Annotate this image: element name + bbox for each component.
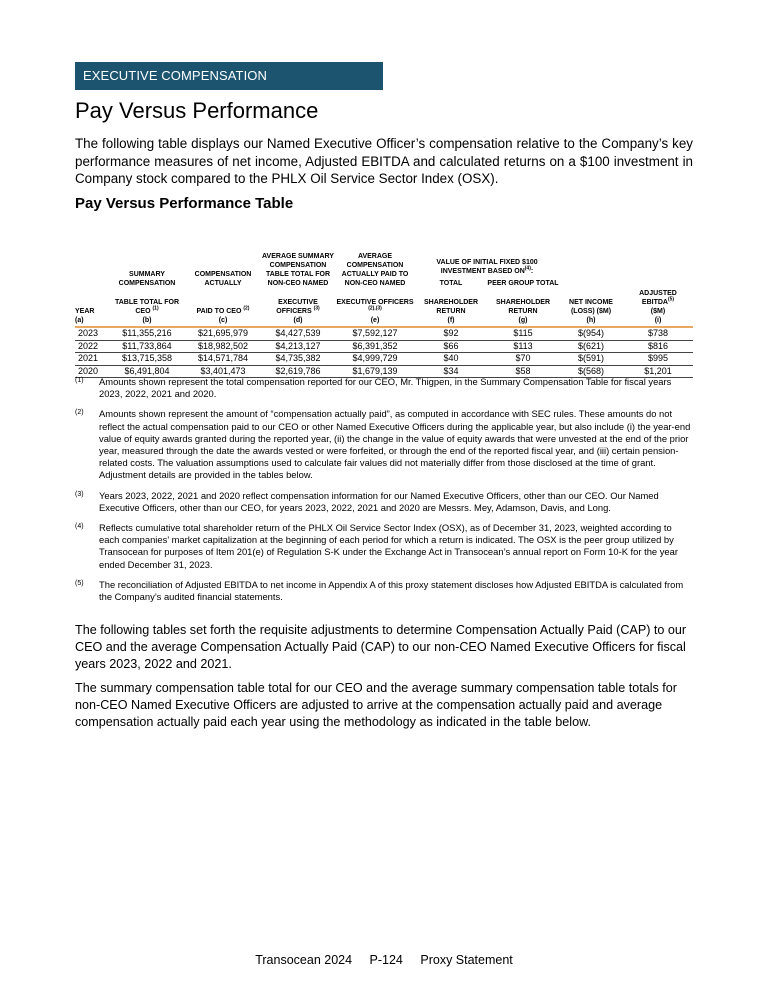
header-col-f-top: TOTAL xyxy=(439,280,463,287)
pay-versus-performance-table xyxy=(75,228,693,378)
header-col-g-top: PEER GROUP TOTAL xyxy=(487,280,559,287)
footnote: (3) Years 2023, 2022, 2021 and 2020 reflect compensation information for our Named Executive Officers, other than our CEO. Our Named Executive Officers, other than our CEO, for years 2023, 2022, 2021 and 2020 are Messrs. Mey, Adamson, Davis, and Long. xyxy=(75,489,659,513)
header-year: YEAR xyxy=(75,308,95,315)
footnote: (5) The reconciliation of Adjusted EBITDA to net income in Appendix A of this proxy statement discloses how Adjusted EBITDA is calculated from the Company’s audited financial statements. xyxy=(75,578,684,603)
adjustments-paragraph: The following tables set forth the requisite adjustments to determine Compensation Actually Paid (CAP) to our CEO and the average Compensation Actually Paid (CAP) to our non-CEO Named Executive Officers for fiscal years 2023, 2022 and 2021. xyxy=(75,623,687,671)
footnote: (1) Amounts shown represent the total compensation reported for our CEO, Mr. Thigpen, in the Summary Compensation Table for fiscal years 2023, 2022, 2021 and 2020. xyxy=(75,376,672,400)
header-col-c-top: COMPENSATION ACTUALLY xyxy=(194,271,252,287)
section-banner: EXECUTIVE COMPENSATION xyxy=(75,62,383,90)
footer-page-number: P-124 xyxy=(369,953,403,967)
header-col-e-sub: EXECUTIVE OFFICERS $^{(2),(3)}$ xyxy=(336,299,414,312)
table-row: 2022 $11,733,864 $18,982,502 $4,213,127 $6,391,352 $66 $113 $(621) $816 xyxy=(75,340,693,353)
header-col-h-sub: NET INCOME (LOSS) ($M) xyxy=(569,299,613,315)
header-col-i-sub: ADJUSTED EBITDA$^{(5)}$ ($M) xyxy=(639,290,677,315)
footer-company: Transocean 2024 xyxy=(255,953,353,967)
footer-document: Proxy Statement xyxy=(420,953,513,967)
table-row: 2020 $6,491,804 $3,401,473 $2,619,786 $1,679,139 $34 $58 $(568) $1,201 xyxy=(75,365,693,378)
header-col-b-top: SUMMARY COMPENSATION xyxy=(118,271,176,287)
table-title: Pay Versus Performance Table xyxy=(75,195,294,212)
header-col-b-sub: TABLE TOTAL FOR CEO $^{(1)}$ xyxy=(114,299,180,315)
header-col-f-sub: SHAREHOLDER RETURN xyxy=(423,299,479,315)
header-col-g-sub: SHAREHOLDER RETURN xyxy=(495,299,551,315)
footnote: (2) Amounts shown represent the amount of “compensation actually paid”, as computed in accordance with SEC rules. These amounts do not reflect the actual compensation paid to our CEO or other Named Executive Officers during the applicable year, but also include (i) the year-end value of equity awards granted during the reported year, (ii) the change in the value of equity awards that were unvested at the end of the prior year, measured through the date the awards vested or were forfeited, or through the end of the reported fiscal year, and (iii) certain pension-related costs. The valuation assumptions used to calculate fair values did not materially differ from those disclosed at the time of grant. Adjustment details are provided in the tables below. xyxy=(75,408,691,481)
header-col-c-sub: PAID TO CEO $^{(2)}$ xyxy=(196,305,250,315)
table-header-top xyxy=(75,228,693,288)
intro-paragraph: The following table displays our Named Executive Officer’s compensation relative to the Company’s key performance measures of net income, Adjusted EBITDA and calculated returns on a $100 investment in Company stock compared to the PHLX Oil Service Sector Index (OSX). xyxy=(75,136,693,186)
page-title: Pay Versus Performance xyxy=(75,98,319,123)
table-row: 2023 $11,355,216 $21,695,979 $4,427,539 $7,592,127 $92 $115 $(954) $738 xyxy=(75,327,693,340)
table-header-letters: (a) (b) (c) (d) (e) (f) (g) (h) (i) xyxy=(75,316,693,327)
header-col-e-top: AVERAGE COMPENSATION ACTUALLY PAID TO NON-CEO NAMED xyxy=(341,253,409,287)
header-col-i-top xyxy=(623,228,693,288)
footnote: (4) Reflects cumulative total shareholder return of the PHLX Oil Service Sector Index (OSX), as of December 31, 2023, weighted according to each companies’ market capitalization at the beginning of each period for which a return is indicated. The OSX is the peer group utilized by Transocean for purposes of Item 201(e) of Regulation S-K under the Exchange Act in Transocean’s annual report on Form 10-K for the year ended December 31, 2023. xyxy=(75,522,678,570)
table-header-sub xyxy=(75,288,693,316)
header-investment-group: VALUE OF INITIAL FIXED $100 INVESTMENT BASED ON$^{(4)}$: TOTAL PEER GROUP TOTAL xyxy=(415,228,559,288)
footnotes xyxy=(75,376,693,611)
header-col-d-sub: EXECUTIVE OFFICERS $^{(3)}$ xyxy=(276,299,320,315)
header-col-d-top: AVERAGE SUMMARY COMPENSATION TABLE TOTAL FOR NON-CEO NAMED xyxy=(262,253,334,287)
page-footer xyxy=(0,953,768,967)
table-row: 2021 $13,715,358 $14,571,784 $4,735,382 $4,999,729 $40 $70 $(591) $995 xyxy=(75,353,693,366)
methodology-paragraph: The summary compensation table total for our CEO and the average summary compensation table totals for non-CEO Named Executive Officers are adjusted to arrive at the compensation actually paid and average compensation actually paid each year using the methodology as indicated in the table below. xyxy=(75,681,677,729)
